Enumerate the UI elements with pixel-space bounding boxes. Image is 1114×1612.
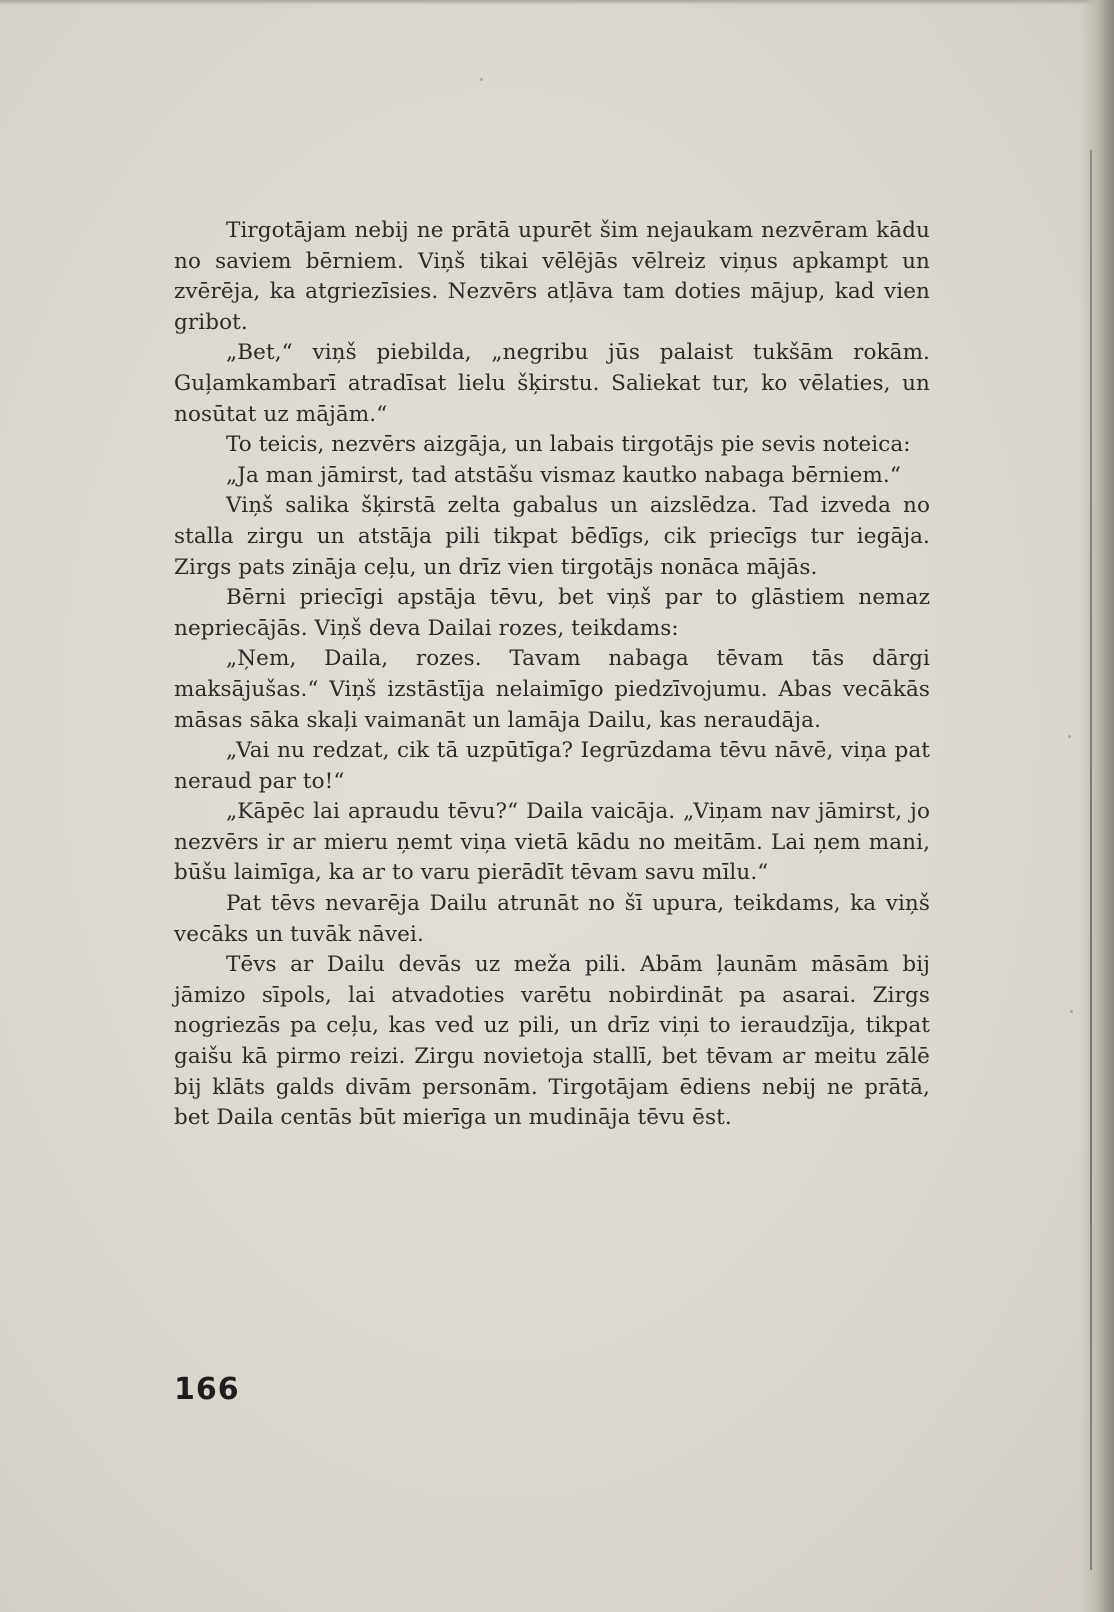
binding-line [1090,150,1092,1570]
paragraph: Bērni priecīgi apstāja tēvu, bet viņš par to glāstiem nemaz nepriecājās. Viņš deva Dailai rozes, teikdams: [174,585,930,641]
paragraph: „Ņem, Daila, rozes. Tavam nabaga tēvam tās dārgi maksājušas.“ Viņš izstāstīja nelaimīgo piedzīvojumu. Abas vecākās māsas sāka skaļi vaimanāt un lamāja Dailu, kas neraudāja. [174,646,930,733]
paragraph: „Kāpēc lai apraudu tēvu?“ Daila vaicāja. „Viņam nav jāmirst, jo nezvērs ir ar mieru ņemt viņa vietā kādu no meitām. Lai ņem mani, būšu laimīga, ka ar to varu pierādīt tēvam savu mīlu.“ [174,799,930,886]
paragraph: „Vai nu redzat, cik tā uzpūtīga? Iegrūzdama tēvu nāvē, viņa pat neraud par to!“ [174,738,930,794]
paragraph: Pat tēvs nevarēja Dailu atrunāt no šī upura, teikdams, ka viņš vecāks un tuvāk nāvei. [174,891,930,947]
paragraph: Tēvs ar Dailu devās uz meža pili. Abām ļaunām māsām bij jāmizo sīpols, lai atvadoties varētu nobirdināt pa asarai. Zirgs nogriezās pa ceļu, kas ved uz pili, un drīz viņi to ieraudzīja, tikpat gaišu kā pirmo reizi. Zirgu novietoja stallī, bet tēvam ar meitu zālē bij klāts galds divām personām. Tirgotājam ēdiens nebij ne prātā, bet Daila centās būt mierīga un mudināja tēvu ēst. [174,952,930,1131]
paragraph: Viņš salika šķirstā zelta gabalus un aizslēdza. Tad izveda no stalla zirgu un atstāja pili tikpat bēdīgs, cik priecīgs tur iegāja. Zirgs pats zināja ceļu, un drīz vien tirgotājs nonāca mājās. [174,493,930,580]
paper-speck [480,78,483,81]
page-gutter [1080,0,1114,1612]
page-top-edge [0,0,1114,5]
page-number: 166 [174,1372,240,1407]
paragraph: To teicis, nezvērs aizgāja, un labais tirgotājs pie sevis noteica: [226,432,911,458]
paragraph: „Bet,“ viņš piebilda, „negribu jūs palaist tukšām rokām. Guļamkambarī atradīsat lielu šķirstu. Saliekat tur, ko vēlaties, un nosūtat uz mājām.“ [174,340,930,427]
body-text [174,216,930,1134]
paper-speck [1070,1010,1073,1013]
paragraph: „Ja man jāmirst, tad atstāšu vismaz kautko nabaga bērniem.“ [226,462,901,488]
paper-speck [1068,735,1071,738]
paragraph: Tirgotājam nebij ne prātā upurēt šim nejaukam nezvēram kādu no saviem bērniem. Viņš tikai vēlējās vēlreiz viņus apkampt un zvērēja, ka atgriezīsies. Nezvērs atļāva tam doties mājup, kad vien gribot. [174,218,930,335]
